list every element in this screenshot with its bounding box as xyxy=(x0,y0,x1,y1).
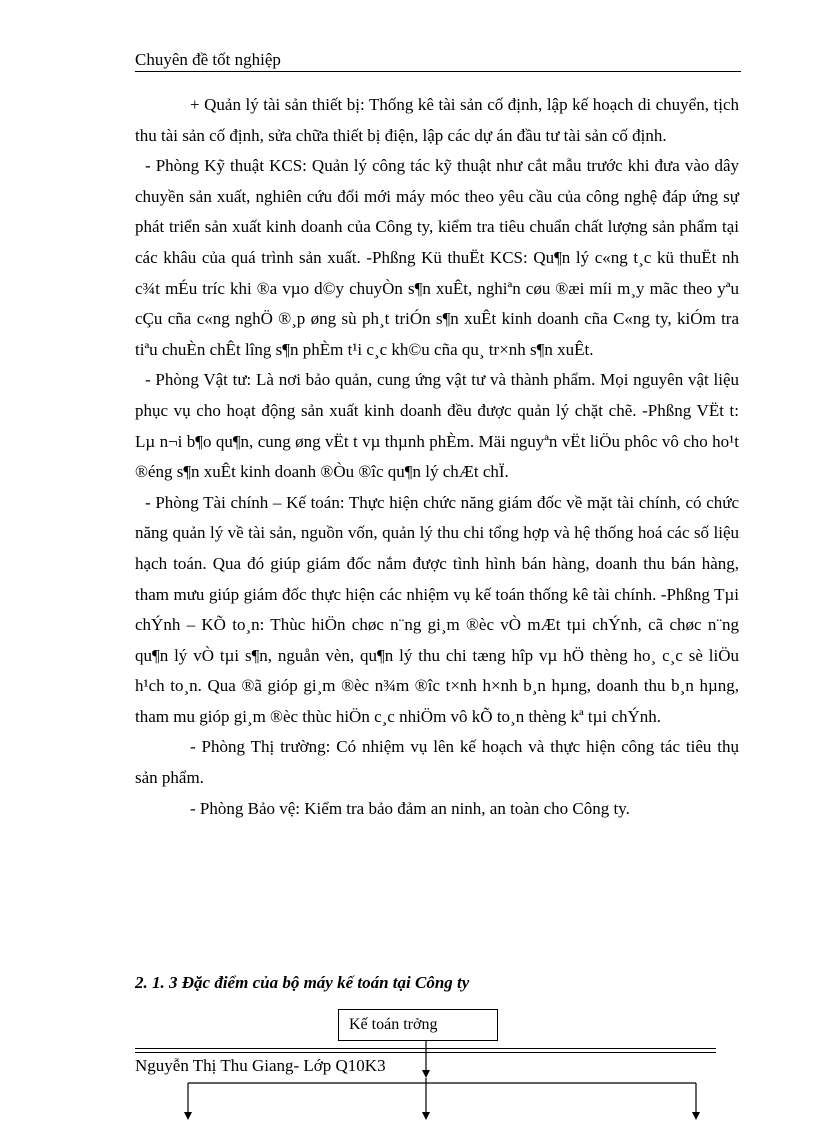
paragraph-materials-department: - Phòng Vật tư: Là nơi bảo quản, cung ứng vật tư và thành phẩm. Mọi nguyên vật liệu phục vụ cho hoạt động sản xuất kinh doanh đều được quản lý chặt chẽ. -Phßng VËt t: Lµ n¬i b¶o qu¶n, cung øng vËt t vµ thµnh phÈm. Mäi nguyªn vËt liÖu phôc vô cho ho¹t ®éng s¶n xuÊt kinh doanh ®Òu ®îc qu¶n lý chÆt chÏ. xyxy=(135,370,739,482)
paragraph-kcs-department: - Phòng Kỹ thuật KCS: Quản lý công tác kỹ thuật như cắt mẫu trước khi đưa vào dây chuyền sản xuất, nghiên cứu đổi mới máy móc theo yêu cầu của công nghệ đáp ứng sự phát triển sản xuất kinh doanh của Công ty, kiểm tra tiêu chuẩn chất lượng sản phẩm tại các khâu của quá trình sản xuất. -Phßng Kü thuËt KCS: Qu¶n lý c«ng t¸c kü thuËt nh c¾t mÉu tríc khi ®a vµo d©y chuyÒn s¶n xuÊt, nghiªn cøu ®æi míi m¸y mãc theo yªu cÇu cña c«ng nghÖ ®¸p øng sù ph¸t triÓn s¶n xuÊt kinh doanh cña C«ng ty, kiÓm tra tiªu chuÈn chÊt lîng s¶n phÈm t¹i c¸c kh©u cña qu¸ tr×nh s¶n xuÊt. xyxy=(135,156,739,359)
arrow-head-main xyxy=(422,1070,430,1078)
page-footer-author: Nguyễn Thị Thu Giang- Lớp Q10K3 xyxy=(135,1056,386,1075)
org-chart-chief-accountant-box: Kế toán trởng xyxy=(338,1009,498,1041)
body-text xyxy=(135,90,739,824)
header-rule xyxy=(135,71,741,72)
section-heading: 2. 1. 3 Đặc điểm của bộ máy kế toán tại Công ty xyxy=(135,973,470,992)
footer-rule-bottom xyxy=(135,1052,716,1053)
arrow-head-right xyxy=(692,1112,700,1120)
footer-rule-top xyxy=(135,1048,716,1049)
paragraph-finance-department: - Phòng Tài chính – Kế toán: Thực hiện chức năng giám đốc về mặt tài chính, có chức năng quản lý về tài sản, nguồn vốn, quản lý thu chi tổng hợp và hệ thống hoá các số liệu hạch toán. Qua đó giúp giám đốc nắm được tình hình bán hàng, doanh thu bán hàng, tham mưu giúp giám đốc thực hiện các nhiệm vụ kế toán thống kê tài chính. -Phßng Tµi chÝnh – KÕ to¸n: Thùc hiÖn chøc n¨ng gi¸m ®èc vÒ mÆt tµi chÝnh, cã chøc n¨ng qu¶n lý vÒ tµi s¶n, nguån vèn, qu¶n lý thu chi tæng hîp vµ hÖ thèng ho¸ c¸c sè liÖu h¹ch to¸n. Qua ®ã gióp gi¸m ®èc n¾m ®îc t×nh h×nh b¸n hµng, doanh thu b¸n hµng, tham mu gióp gi¸m ®èc thùc hiÖn c¸c nhiÖm vô kÕ to¸n thèng kª tµi chÝnh. xyxy=(135,492,739,726)
arrow-head-middle xyxy=(422,1112,430,1120)
arrow-head-left xyxy=(184,1112,192,1120)
paragraph-market-department: - Phòng Thị trường: Có nhiệm vụ lên kế hoạch và thực hiện công tác tiêu thụ sản phẩm. xyxy=(135,737,739,788)
page-header-title: Chuyên đề tốt nghiệp xyxy=(135,50,281,69)
paragraph-security-department: - Phòng Bảo vệ: Kiểm tra bảo đảm an ninh, an toàn cho Công ty. xyxy=(190,798,630,818)
paragraph-asset-management: + Quản lý tài sản thiết bị: Thống kê tài sản cố định, lập kế hoạch di chuyển, tịch thu tài sản cố định, sửa chữa thiết bị điện, lập các dự án đầu tư tài sản cố định. xyxy=(135,95,739,145)
